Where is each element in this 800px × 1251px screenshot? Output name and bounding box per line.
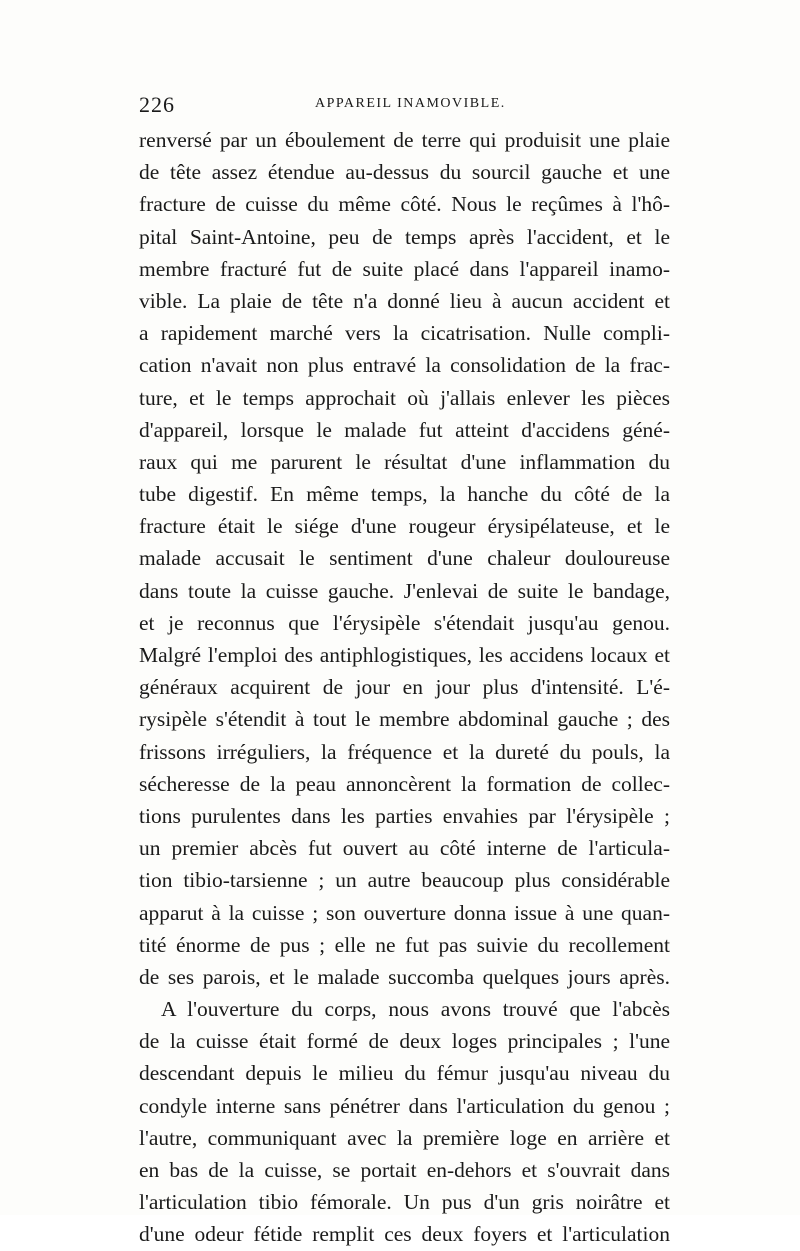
text-line: frissons irréguliers, la fréquence et la dureté du pouls, la xyxy=(139,739,670,764)
page-number: 226 xyxy=(139,92,175,117)
body-text xyxy=(139,124,670,1251)
text-line: rysipèle s'étendit à tout le membre abdominal gauche ; des xyxy=(139,707,670,732)
text-line: d'une odeur fétide remplit ces deux foyers et l'articulation xyxy=(139,1222,670,1247)
text-line: de ses parois, et le malade succomba quelques jours après. xyxy=(139,964,670,989)
text-line: généraux acquirent de jour en jour plus d'intensité. L'é- xyxy=(139,675,670,700)
text-line: condyle interne sans pénétrer dans l'articulation du genou ; xyxy=(139,1093,670,1118)
text-line: Malgré l'emploi des antiphlogistiques, les accidens locaux et xyxy=(139,643,670,667)
text-line: fracture était le siége d'une rougeur érysipélateuse, et le xyxy=(139,514,670,539)
text-line: malade accusait le sentiment d'une chaleur douloureuse xyxy=(139,546,670,571)
text-line: tité énorme de pus ; elle ne fut pas suivie du recollement xyxy=(139,932,670,957)
text-line: pital Saint-Antoine, peu de temps après l'accident, et le xyxy=(139,224,670,249)
text-line: vible. La plaie de tête n'a donné lieu à aucun accident et xyxy=(139,288,670,313)
text-line: membre fracturé fut de suite placé dans l'appareil inamo- xyxy=(139,256,670,281)
text-line: a rapidement marché vers la cicatrisation. Nulle compli- xyxy=(139,321,670,346)
text-line: descendant depuis le milieu du fémur jusqu'au niveau du xyxy=(139,1061,670,1086)
text-line: fracture de cuisse du même côté. Nous le reçûmes à l'hô- xyxy=(139,192,670,217)
text-line: dans toute la cuisse gauche. J'enlevai de suite le bandage, xyxy=(139,578,670,603)
text-line: l'autre, communiquant avec la première loge en arrière et xyxy=(139,1125,670,1150)
text-line: en bas de la cuisse, se portait en-dehors et s'ouvrait dans xyxy=(139,1158,670,1182)
running-title: APPAREIL INAMOVIBLE. xyxy=(315,96,506,111)
text-line: l'articulation tibio fémorale. Un pus d'un gris noirâtre et xyxy=(139,1190,670,1215)
text-line: ture, et le temps approchait où j'allais enlever les pièces xyxy=(139,385,670,410)
text-line: et je reconnus que l'érysipèle s'étendait jusqu'au genou. xyxy=(139,610,670,635)
text-line: de tête assez étendue au-dessus du sourcil gauche et une xyxy=(139,160,670,185)
text-line: A l'ouverture du corps, nous avons trouvé que l'abcès xyxy=(161,997,670,1022)
text-line: tion tibio-tarsienne ; un autre beaucoup plus considérable xyxy=(139,868,670,893)
text-line: tube digestif. En même temps, la hanche du côté de la xyxy=(139,482,670,507)
text-line: sécheresse de la peau annoncèrent la formation de collec- xyxy=(139,771,670,796)
text-line: raux qui me parurent le résultat d'une inflammation du xyxy=(139,449,670,474)
text-line: cation n'avait non plus entravé la consolidation de la frac- xyxy=(139,353,670,378)
text-line: d'appareil, lorsque le malade fut atteint d'accidens géné- xyxy=(139,417,670,442)
text-line: tions purulentes dans les parties envahies par l'érysipèle ; xyxy=(139,803,670,828)
text-line: apparut à la cuisse ; son ouverture donna issue à une quan- xyxy=(139,900,670,925)
running-head xyxy=(139,92,670,118)
text-line: renversé par un éboulement de terre qui produisit une plaie xyxy=(139,128,670,152)
text-line: de la cuisse était formé de deux loges principales ; l'une xyxy=(139,1029,670,1054)
text-line: un premier abcès fut ouvert au côté interne de l'articula- xyxy=(139,836,670,861)
